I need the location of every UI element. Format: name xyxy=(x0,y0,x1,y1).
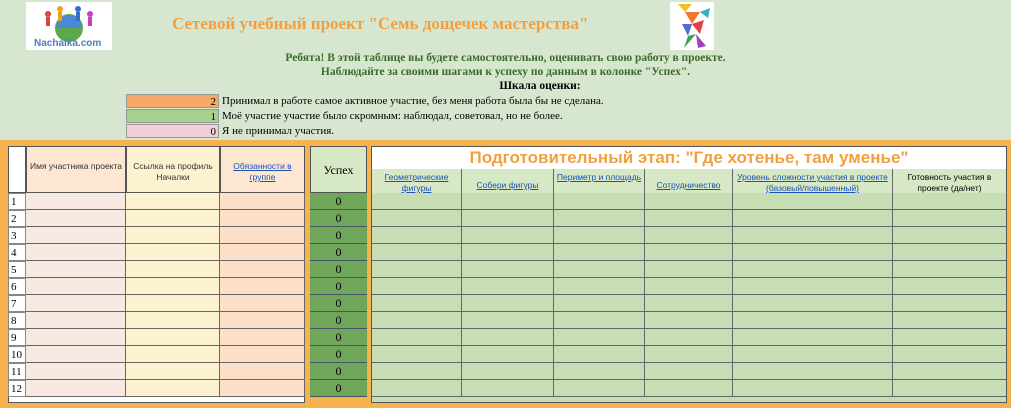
stage-score-cell[interactable] xyxy=(462,210,554,227)
stage-score-cell[interactable] xyxy=(462,312,554,329)
stage-score-cell[interactable] xyxy=(554,329,645,346)
stage-score-cell[interactable] xyxy=(372,278,462,295)
profile-link-cell[interactable] xyxy=(126,193,220,210)
participant-name-cell[interactable] xyxy=(26,363,126,380)
participant-name-cell[interactable] xyxy=(26,261,126,278)
stage-score-cell[interactable] xyxy=(462,244,554,261)
stage-score-cell[interactable] xyxy=(372,261,462,278)
stage-score-cell[interactable] xyxy=(645,193,733,210)
participant-name-cell[interactable] xyxy=(26,312,126,329)
uspeh-value-cell[interactable]: 0 xyxy=(310,227,367,244)
stage-col-geometric-figures[interactable]: Геометрические фигуры xyxy=(372,169,462,193)
stage-score-cell[interactable] xyxy=(733,278,893,295)
stage-score-cell[interactable] xyxy=(893,227,1006,244)
duties-cell[interactable] xyxy=(220,380,305,397)
stage-score-cell[interactable] xyxy=(733,244,893,261)
duties-cell[interactable] xyxy=(220,193,305,210)
page-title: Сетевой учебный проект "Семь дощечек мастерства" xyxy=(172,14,589,33)
stage-score-cell[interactable] xyxy=(893,329,1006,346)
duties-cell[interactable] xyxy=(220,329,305,346)
stage-score-cell[interactable] xyxy=(462,278,554,295)
participant-name-cell[interactable] xyxy=(26,227,126,244)
row-number: 4 xyxy=(8,244,26,261)
stage-score-cell[interactable] xyxy=(645,312,733,329)
nachalka-logo xyxy=(26,2,112,50)
duties-cell[interactable] xyxy=(220,346,305,363)
duties-cell[interactable] xyxy=(220,261,305,278)
profile-link-cell[interactable] xyxy=(126,380,220,397)
uspeh-value-cell[interactable]: 0 xyxy=(310,278,367,295)
stage-score-cell[interactable] xyxy=(554,261,645,278)
stage-score-cell[interactable] xyxy=(554,193,645,210)
stage-score-cell[interactable] xyxy=(645,346,733,363)
header-participant-name: Имя участника проекта xyxy=(26,146,126,193)
duties-cell[interactable] xyxy=(220,295,305,312)
scale-text-1: Моё участие участие было скромным: наблюдал, советовал, но не более. xyxy=(222,110,563,122)
progress-table xyxy=(0,140,1011,408)
duties-cell[interactable] xyxy=(220,210,305,227)
stage-score-cell[interactable] xyxy=(733,312,893,329)
stage-score-cell[interactable] xyxy=(372,193,462,210)
corner-cell xyxy=(8,146,26,193)
stage-score-cell[interactable] xyxy=(372,210,462,227)
participant-name-cell[interactable] xyxy=(26,278,126,295)
header-uspeh: Успех xyxy=(310,146,367,193)
row-number: 1 xyxy=(8,193,26,210)
stage-score-cell[interactable] xyxy=(554,363,645,380)
stage-score-cell[interactable] xyxy=(733,210,893,227)
stage-score-cell[interactable] xyxy=(893,261,1006,278)
duties-cell[interactable] xyxy=(220,312,305,329)
stage-col-difficulty-level[interactable]: Уровень сложности участия в проекте (базовый/повышенный) xyxy=(733,169,893,193)
profile-link-cell[interactable] xyxy=(126,346,220,363)
stage-score-cell[interactable] xyxy=(554,312,645,329)
row-number: 8 xyxy=(8,312,26,329)
profile-link-cell[interactable] xyxy=(126,210,220,227)
stage-score-cell[interactable] xyxy=(372,363,462,380)
stage-score-cell[interactable] xyxy=(554,244,645,261)
stage-score-cell[interactable] xyxy=(893,380,1006,397)
participant-name-cell[interactable] xyxy=(26,210,126,227)
uspeh-value-cell[interactable]: 0 xyxy=(310,346,367,363)
scale-value-1[interactable]: 1 xyxy=(126,109,219,123)
stage-score-cell[interactable] xyxy=(733,380,893,397)
stage-score-cell[interactable] xyxy=(733,261,893,278)
stage-score-cell[interactable] xyxy=(372,295,462,312)
stage-score-cell[interactable] xyxy=(554,380,645,397)
row-number: 2 xyxy=(8,210,26,227)
stage-score-cell[interactable] xyxy=(645,380,733,397)
stage-score-cell[interactable] xyxy=(733,193,893,210)
stage-col-cooperation[interactable]: Сотрудничество xyxy=(645,169,733,193)
stage-title: Подготовительный этап: "Где хотенье, там уменье" xyxy=(372,147,1006,169)
stage-score-cell[interactable] xyxy=(645,210,733,227)
participant-name-cell[interactable] xyxy=(26,346,126,363)
profile-link-cell[interactable] xyxy=(126,295,220,312)
stage-col-readiness: Готовность участия в проекте (да/нет) xyxy=(893,169,1006,193)
stage-score-cell[interactable] xyxy=(893,295,1006,312)
header-profile-link: Ссылка на профиль Началки xyxy=(126,146,220,193)
stage-score-cell[interactable] xyxy=(893,346,1006,363)
row-number: 10 xyxy=(8,346,26,363)
stage-score-cell[interactable] xyxy=(645,278,733,295)
profile-link-cell[interactable] xyxy=(126,227,220,244)
profile-link-cell[interactable] xyxy=(126,329,220,346)
stage-score-cell[interactable] xyxy=(462,363,554,380)
uspeh-value-cell[interactable]: 0 xyxy=(310,380,367,397)
stage-score-cell[interactable] xyxy=(733,227,893,244)
profile-link-cell[interactable] xyxy=(126,261,220,278)
uspeh-value-cell[interactable]: 0 xyxy=(310,329,367,346)
scale-text-2: Принимал в работе самое активное участие, без меня работа была бы не сделана. xyxy=(222,95,604,107)
stage-score-cell[interactable] xyxy=(733,363,893,380)
participant-name-cell[interactable] xyxy=(26,329,126,346)
instruction-line-1: Ребята! В этой таблице вы будете самостоятельно, оценивать свою работу в проекте. xyxy=(285,52,726,64)
stage-score-cell[interactable] xyxy=(645,363,733,380)
stage-score-cell[interactable] xyxy=(893,312,1006,329)
stage-score-cell[interactable] xyxy=(893,244,1006,261)
stage-score-cell[interactable] xyxy=(554,210,645,227)
row-number: 9 xyxy=(8,329,26,346)
duties-cell[interactable] xyxy=(220,244,305,261)
stage-score-cell[interactable] xyxy=(733,295,893,312)
stage-score-cell[interactable] xyxy=(733,329,893,346)
stage-score-cell[interactable] xyxy=(645,227,733,244)
stage-score-cell[interactable] xyxy=(372,380,462,397)
scale-value-2[interactable]: 2 xyxy=(126,94,219,108)
stage-score-cell[interactable] xyxy=(462,193,554,210)
participant-name-cell[interactable] xyxy=(26,193,126,210)
scale-title: Шкала оценки: xyxy=(499,80,581,92)
stage-score-cell[interactable] xyxy=(462,227,554,244)
stage-score-cell[interactable] xyxy=(893,193,1006,210)
logo-label: Nachalka.com xyxy=(34,38,102,49)
participant-name-cell[interactable] xyxy=(26,244,126,261)
stage-score-cell[interactable] xyxy=(372,244,462,261)
stage-score-cell[interactable] xyxy=(462,261,554,278)
stage-score-cell[interactable] xyxy=(372,329,462,346)
globe-children-icon xyxy=(26,2,112,42)
stage-score-cell[interactable] xyxy=(645,329,733,346)
stage-score-cell[interactable] xyxy=(554,346,645,363)
stage-score-cell[interactable] xyxy=(462,380,554,397)
stage-score-cell[interactable] xyxy=(733,346,893,363)
header-duties-link[interactable]: Обязанности в группе xyxy=(220,146,305,193)
profile-link-cell[interactable] xyxy=(126,363,220,380)
participant-name-cell[interactable] xyxy=(26,295,126,312)
stage-col-perimeter-area[interactable]: Периметр и площадь xyxy=(554,169,645,193)
row-number: 12 xyxy=(8,380,26,397)
uspeh-value-cell[interactable]: 0 xyxy=(310,261,367,278)
tangram-figure-icon xyxy=(670,2,714,50)
stage-score-cell[interactable] xyxy=(645,244,733,261)
stage-score-cell[interactable] xyxy=(893,210,1006,227)
instruction-line-2: Наблюдайте за своими шагами к успеху по данным в колонке "Успех". xyxy=(320,66,691,78)
stage-score-cell[interactable] xyxy=(462,346,554,363)
stage-score-cell[interactable] xyxy=(893,363,1006,380)
scale-value-0[interactable]: 0 xyxy=(126,124,219,138)
scale-text-0: Я не принимал участия. xyxy=(222,125,335,137)
uspeh-value-cell[interactable]: 0 xyxy=(310,210,367,227)
row-number: 3 xyxy=(8,227,26,244)
uspeh-value-cell[interactable]: 0 xyxy=(310,295,367,312)
participant-name-cell[interactable] xyxy=(26,380,126,397)
stage-score-cell[interactable] xyxy=(372,227,462,244)
uspeh-value-cell[interactable]: 0 xyxy=(310,363,367,380)
stage-score-cell[interactable] xyxy=(554,278,645,295)
profile-link-cell[interactable] xyxy=(126,312,220,329)
uspeh-value-cell[interactable]: 0 xyxy=(310,312,367,329)
row-number: 11 xyxy=(8,363,26,380)
row-number: 5 xyxy=(8,261,26,278)
stage-score-cell[interactable] xyxy=(554,227,645,244)
stage-score-cell[interactable] xyxy=(372,312,462,329)
uspeh-value-cell[interactable]: 0 xyxy=(310,193,367,210)
stage-score-cell[interactable] xyxy=(462,295,554,312)
profile-link-cell[interactable] xyxy=(126,278,220,295)
stage-score-cell[interactable] xyxy=(462,329,554,346)
duties-cell[interactable] xyxy=(220,278,305,295)
profile-link-cell[interactable] xyxy=(126,244,220,261)
duties-cell[interactable] xyxy=(220,363,305,380)
row-number: 7 xyxy=(8,295,26,312)
stage-score-cell[interactable] xyxy=(645,261,733,278)
duties-cell[interactable] xyxy=(220,227,305,244)
uspeh-value-cell[interactable]: 0 xyxy=(310,244,367,261)
stage-score-cell[interactable] xyxy=(372,346,462,363)
stage-score-cell[interactable] xyxy=(645,295,733,312)
row-number: 6 xyxy=(8,278,26,295)
stage-score-cell[interactable] xyxy=(893,278,1006,295)
stage-col-assemble-figures[interactable]: Собери фигуры xyxy=(462,169,554,193)
stage-score-cell[interactable] xyxy=(554,295,645,312)
